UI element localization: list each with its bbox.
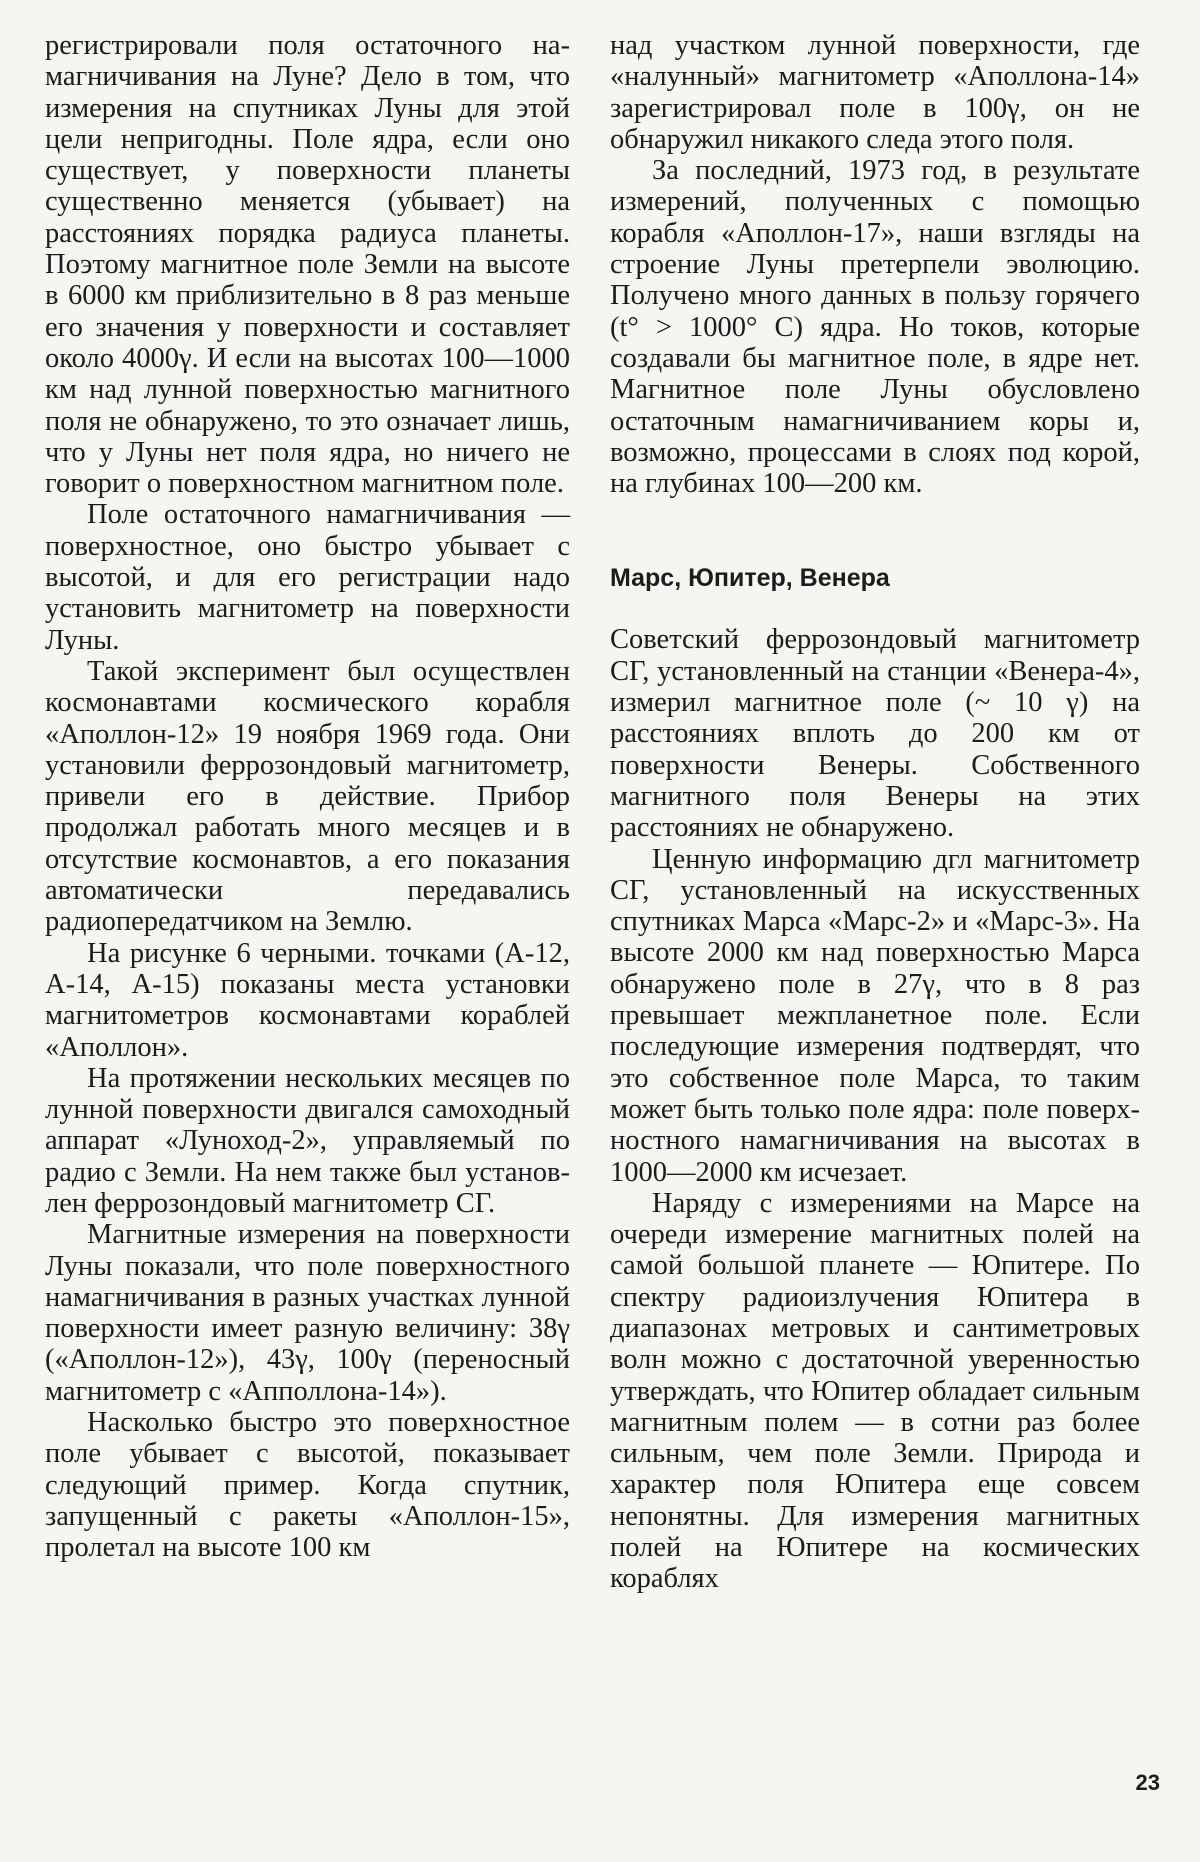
paragraph: На протяжении нескольких месяцев по лунной поверхности двигался самоходный аппарат «Луноход-2», управляемый по радио с Земли. На нем также был установлен феррозондовый магнитометр СГ. (45, 1062, 570, 1219)
paragraph: На рисунке 6 черными. точками (А-12, А-14, А-15) показаны места установки магнитометров космонавтами кораблей «Аполлон». (45, 937, 570, 1063)
paragraph: Насколько быстро это поверхностное поле убывает с высотой, показывает следующий пример. Когда спутник, запущенный с ракеты «Аполлон-15», пролетал на высоте 100 км (45, 1407, 570, 1564)
paragraph: Поле остаточного намагничивания — поверхностное, оно быстро убывает с высотой, и для его регистрации надо установить магнитометр на поверхности Луны. (45, 499, 570, 656)
paragraph: Ценную информацию дгл магнитометр СГ, установленный на искусственных спутниках Марса «Марс-2» и «Марс-3». На высоте 2000 км над поверхностью Марса обнаружено поле в 27γ, что в 8 раз превышает межпланетное поле. Если последующие измерения подтвердят, что это собственное поле Марса, то таким может быть только поле ядра: поле поверхностного намагничивания на высотах в 1000—2000 км исчезает. (610, 843, 1140, 1188)
page-number: 23 (1135, 1770, 1160, 1795)
paragraph: За последний, 1973 год, в результате измерений, полученных с помощью корабля «Аполлон-17», наши взгляды на строение Луны претерпели эволюцию. Получено много данных в пользу горячего (t° > 1000° С) ядра. Но токов, которые создавали бы магнитное поле, в ядре нет. Магнитное поле Луны обусловлено остаточным намагничиванием коры и, возможно, процессами в слоях под корой, на глубинах 100—200 км. (610, 155, 1140, 500)
paragraph: Магнитные измерения на поверхности Луны показали, что поле поверхностного намагничивания в разных участках лунной поверхности имеет разную величину: 38γ («Аполлон-12»), 43γ, 100γ (переносный магнитометр с «Апполлона-14»). (45, 1219, 570, 1407)
paragraph: Такой эксперимент был осуществлен космонавтами космического корабля «Аполлон-12» 19 ноября 1969 года. Они установили феррозондовый магнитометр, привели его в действие. Прибор продолжал работать много месяцев и в отсутствие космонавтов, а его показания автоматически передавались радиопередатчиком на Землю. (45, 655, 570, 938)
section-heading: Марс, Юпитер, Венера (610, 564, 890, 593)
paragraph: Советский феррозондовый магнитометр СГ, установленный на станции «Венера-4», измерил магнитное поле (~ 10 γ) на расстояниях вплоть до 200 км от поверхности Венеры. Собственного магнитного поля Венеры на этих расстояниях не обнаружено. (610, 624, 1140, 844)
right-column (610, 30, 1140, 1595)
paragraph: регистрировали поля остаточного намагничивания на Луне? Дело в том, что измерения на спутниках Луны для этой цели непригодны. Поле ядра, если оно существует, у поверхности планеты существенно меняется (убывает) на расстояниях порядка радиуса планеты. Поэтому магнитное поле Земли на высоте в 6000 км приблизительно в 8 раз меньше его значения у поверхности и составляет около 4000γ. И если на высотах 100—1000 км над лунной поверхностью магнитного поля не обнаружено, то это означает лишь, что у Луны нет поля ядра, но ничего не говорит о поверхностном магнитном поле. (45, 30, 570, 500)
left-column (45, 30, 570, 1564)
paragraph: Наряду с измерениями на Марсе на очереди измерение магнитных полей на самой большой планете — Юпитере. По спектру радиоизлучения Юпитера в диапазонах метровых и сантиметровых волн можно с достаточной уверенностью утверждать, что Юпитер обладает сильным магнитным полем — в сотни раз более сильным, чем поле Земли. Природа и характер поля Юпитера еще совсем непонятны. Для измерения магнитных полей на Юпитере на космических кораблях (610, 1187, 1140, 1595)
paragraph: над участком лунной поверхности, где «налунный» магнитометр «Аполлона-14» зарегистрировал поле в 100γ, он не обнаружил никакого следа этого поля. (610, 30, 1140, 155)
